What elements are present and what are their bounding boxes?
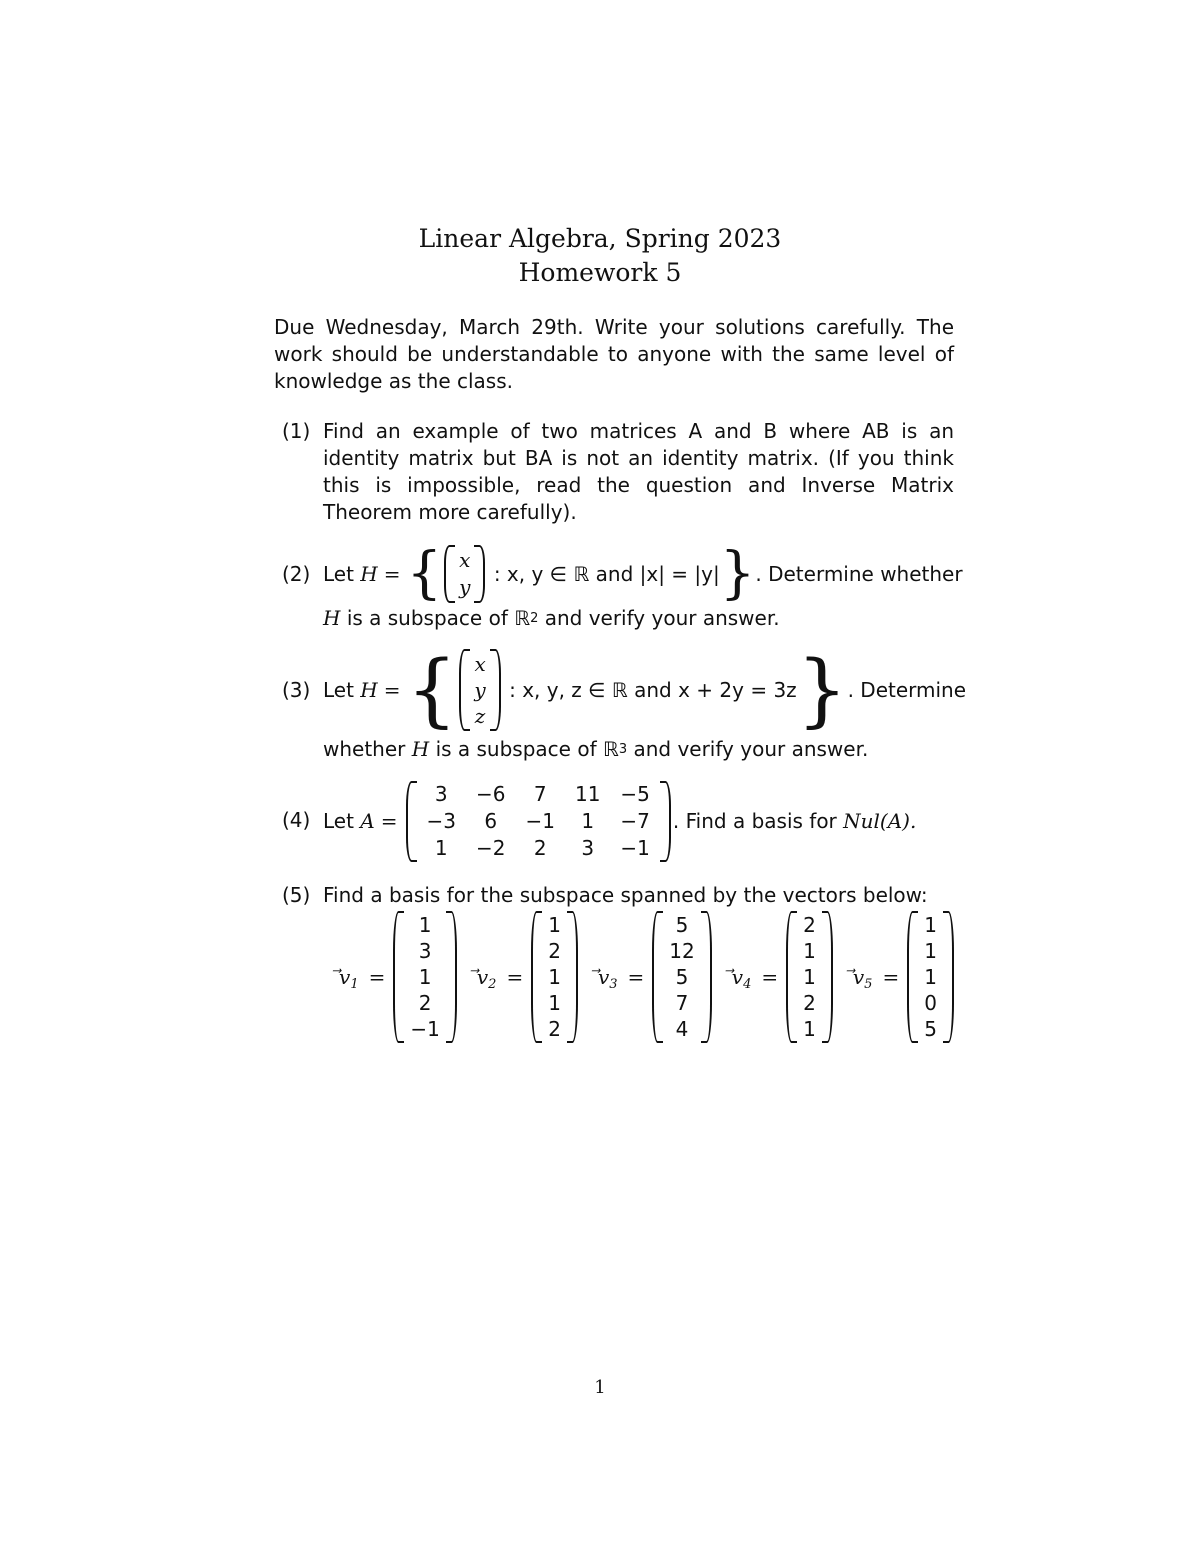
- problem-number: (3): [282, 678, 311, 702]
- vector-label: v: [852, 964, 865, 989]
- problem-text: . Determine: [847, 677, 967, 702]
- vector-entry: 12: [669, 939, 695, 963]
- vector-entry: 1: [548, 965, 561, 989]
- vector-entry: 4: [675, 1017, 689, 1041]
- problem-text: . Find a basis for: [672, 808, 837, 833]
- vector-v1: $v_1$ = 1 3 1 2 −1: [339, 911, 459, 1043]
- matrix-entries: [417, 781, 660, 862]
- assignment-title: Homework 5: [518, 258, 682, 287]
- vector-entry: 1: [924, 965, 937, 989]
- left-brace: {: [406, 643, 458, 736]
- problem-1: [282, 418, 954, 526]
- vector-entry: y: [474, 678, 486, 702]
- vector-entry: z: [474, 704, 486, 728]
- vector-entry: 5: [675, 913, 689, 937]
- vector-entry: 2: [803, 913, 816, 937]
- matrix-cell: −1: [525, 808, 555, 833]
- equals-sign: =: [383, 561, 401, 586]
- vector-entry: 1: [418, 913, 432, 937]
- vector-index: 3: [609, 976, 618, 992]
- set-variable: H: [411, 737, 430, 761]
- page-number: 1: [594, 1377, 606, 1398]
- matrix-cell: 2: [533, 835, 547, 860]
- vector-label: v: [339, 964, 351, 989]
- problem-number: (2): [282, 562, 311, 586]
- vector-entry: 3: [418, 939, 432, 963]
- matrix-cell: 3: [581, 835, 595, 860]
- vector-entry: 5: [675, 965, 689, 989]
- vector-entry: 1: [548, 913, 561, 937]
- let-label: Let: [323, 561, 354, 586]
- matrix-cell: 7: [533, 781, 547, 806]
- vector-v3: $v_3$ = 5 12 5 7 4: [598, 911, 714, 1043]
- vector-entry: 2: [548, 939, 561, 963]
- vector-v5: $v_5$ = 1 1 1 0 5: [853, 911, 956, 1043]
- equals-sign: =: [380, 808, 398, 833]
- vector-entry: −1: [410, 1017, 440, 1041]
- equals-sign: =: [383, 677, 401, 702]
- vector-entry: 1: [418, 965, 432, 989]
- vector-entry: 0: [924, 991, 937, 1015]
- right-brace: }: [719, 541, 756, 606]
- let-label: Let: [323, 808, 354, 833]
- matrix-cell: −6: [476, 781, 506, 806]
- vector-index: 1: [350, 976, 359, 992]
- vector-label: v: [476, 964, 489, 989]
- intro-paragraph: Due Wednesday, March 29th. Write your solutions carefully. The work should be understandable to anyone with the same level of knowledge as the class.: [274, 315, 954, 393]
- problem-text: . Determine whether: [755, 561, 963, 586]
- vector-entry: 1: [803, 1017, 816, 1041]
- set-condition: : x, y ∈ ℝ and |x| = |y|: [493, 561, 720, 586]
- problem-text: and verify your answer.: [544, 606, 780, 630]
- problem-3: (3) Let H = { x y z : x, y, z ∈ ℝ and x + 2y = 3z } . Determine whether H is a subspace of ℝ 3 and verify your answer.: [282, 643, 967, 761]
- vector-v4: $v_4$ = 2 1 1 2 1: [732, 911, 835, 1043]
- vector-entry: 2: [803, 991, 816, 1015]
- problem-2: (2) Let H = { x y : x, y ∈ ℝ and |x| = |y| } . Determine whether H is a subspace of ℝ 2 and verify your answer.: [282, 541, 963, 630]
- problem-4: [282, 780, 954, 862]
- problem-number: (5): [282, 883, 311, 907]
- vector-entry: 5: [924, 1017, 937, 1041]
- vector-index: 2: [488, 976, 497, 992]
- vector-entry: 1: [924, 939, 937, 963]
- matrix-a: [406, 781, 671, 862]
- matrix-cell: 6: [484, 808, 498, 833]
- matrix-cell: −1: [620, 835, 650, 860]
- matrix-cell: 11: [574, 781, 601, 806]
- left-brace: {: [406, 541, 443, 606]
- vector-entry: 7: [675, 991, 689, 1015]
- set-variable: H: [360, 561, 378, 586]
- matrix-variable: A: [360, 808, 375, 833]
- set-variable: H: [360, 677, 378, 702]
- set-variable: H: [323, 606, 341, 630]
- vector-index: 4: [743, 976, 752, 992]
- column-vector: [459, 649, 500, 731]
- problem-text: is a subspace of ℝ: [435, 737, 619, 761]
- vector-entry: x: [474, 652, 486, 676]
- problem-5: [282, 882, 954, 1043]
- problem-number: (1): [282, 419, 311, 443]
- vector-entry: 1: [803, 965, 816, 989]
- vector-list: [339, 911, 954, 1043]
- matrix-cell: 3: [434, 781, 448, 806]
- set-condition: : x, y, z ∈ ℝ and x + 2y = 3z: [509, 677, 797, 702]
- matrix-cell: 1: [581, 808, 595, 833]
- vector-label: v: [731, 964, 744, 989]
- matrix-cell: −7: [620, 808, 650, 833]
- vector-label: v: [597, 964, 610, 989]
- vector-entry: 1: [803, 939, 816, 963]
- vector-entry: y: [459, 575, 471, 599]
- problem-text: Find a basis for the subspace spanned by the vectors below:: [323, 883, 928, 907]
- problem-number: (4): [282, 808, 311, 832]
- vector-v2: $v_2$ = 1 2 1 1 2: [477, 911, 580, 1043]
- matrix-cell: −5: [620, 781, 650, 806]
- vector-entry: 1: [924, 913, 937, 937]
- problem-text: is a subspace of ℝ: [346, 606, 531, 630]
- right-brace: }: [796, 643, 848, 736]
- vector-entry: 1: [548, 991, 561, 1015]
- problem-text: and verify your answer.: [633, 737, 869, 761]
- vector-entry: x: [459, 548, 471, 572]
- column-vector: [444, 545, 485, 603]
- vector-entry: 2: [548, 1017, 561, 1041]
- vector-index: 5: [864, 976, 873, 992]
- null-space: Nul(A).: [843, 808, 917, 833]
- let-label: Let: [323, 677, 354, 702]
- vector-entry: 2: [418, 991, 432, 1015]
- matrix-cell: −3: [426, 808, 456, 833]
- course-title: Linear Algebra, Spring 2023: [418, 224, 782, 253]
- matrix-cell: −2: [476, 835, 506, 860]
- problem-text: Find an example of two matrices A and B where AB is an identity matrix but BA is not an identity matrix. (If you think this is impossible, read the question and Inverse Matrix Theorem more carefully).: [323, 419, 954, 524]
- problem-text: whether: [323, 737, 406, 761]
- matrix-cell: 1: [434, 835, 448, 860]
